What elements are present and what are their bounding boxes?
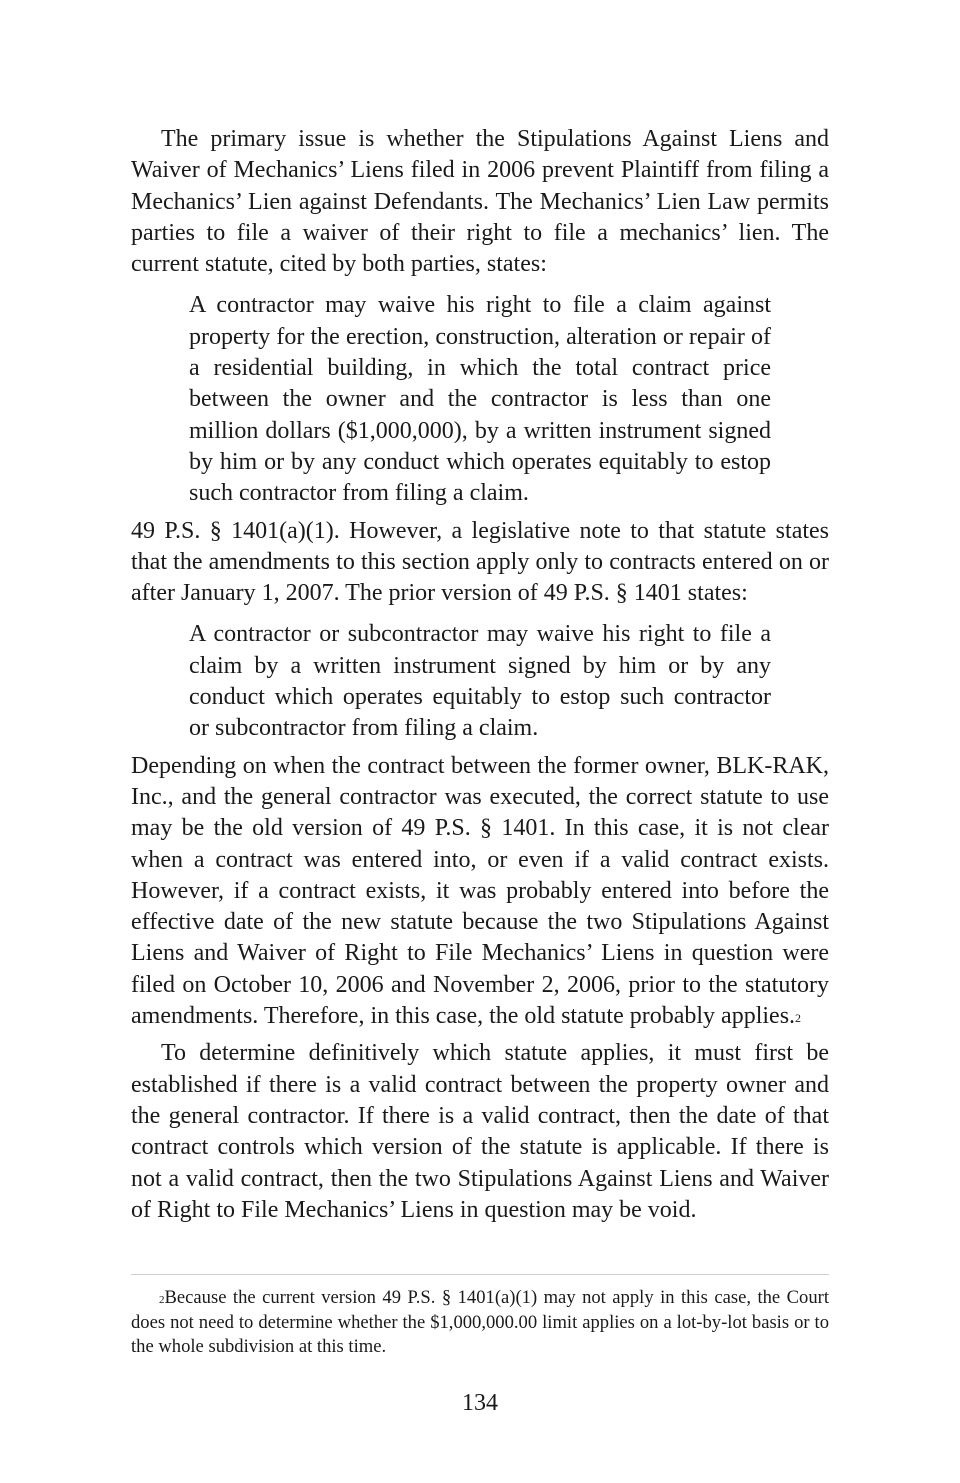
footnote: [131, 1286, 829, 1360]
paragraph-determine-statute: To determine definitively which statute applies, it must first be established if there is a valid contract between the property owner and the general contractor. If there is a valid contract, then the date of that contract controls which version of the statute is applicable. If there is not a valid contract, then the two Stipulations Against Liens and Waiver of Right to File Mechanics’ Liens in question may be void.: [131, 1040, 829, 1223]
footnote-reference: 2: [795, 1011, 802, 1026]
paragraph-contract-timing: [131, 751, 829, 1033]
footnote-divider: [131, 1274, 829, 1275]
block-quote-current-statute: A contractor may waive his right to file a claim against property for the erection, construction, alteration or repair of a residential building, in which the total contract price between the owner and the contractor is less than one million dollars ($1,000,000), by a written instrument signed by him or by any conduct which operates equitably to estop such contractor from filing a claim.: [189, 292, 771, 507]
footnote-text: Because the current version 49 P.S. § 1401(a)(1) may not apply in this case, the Court does not need to determine whether the $1,000,000.00 limit applies on a lot-by-lot basis or to the whole subdivision at this time.: [131, 1287, 829, 1357]
block-quote-prior-statute: A contractor or subcontractor may waive his right to file a claim by a written instrument signed by him or by any conduct which operates equitably to estop such contractor or subcontractor from filing a claim.: [189, 621, 771, 742]
paragraph-legislative-note: 49 P.S. § 1401(a)(1). However, a legislative note to that statute states that the amendments to this section apply only to contracts entered on or after January 1, 2007. The prior version of 49 P.S. § 1401 states:: [131, 517, 829, 607]
page-body: [131, 124, 829, 1226]
paragraph-primary-issue: The primary issue is whether the Stipulations Against Liens and Waiver of Mechanics’ Liens filed in 2006 prevent Plaintiff from filing a Mechanics’ Lien against Defendants. The Mechanics’ Lien Law permits parties to file a waiver of their right to file a mechanics’ lien. The current statute, cited by both parties, states:: [131, 126, 829, 278]
footnote-number: 2: [159, 1294, 165, 1306]
paragraph-contract-timing-text: Depending on when the contract between the former owner, BLK-RAK, Inc., and the general contractor was executed, the correct statute to use may be the old version of 49 P.S. § 1401. In this case, it is not clear when a contract was entered into, or even if a valid contract exists. However, if a contract exists, it was probably entered into before the effective date of the new statute because the two Stipulations Against Liens and Waiver of Right to File Mechanics’ Liens in question were filed on October 10, 2006 and November 2, 2006, prior to the statutory amendments. Therefore, in this case, the old statute probably applies.: [131, 752, 829, 1030]
page-number: 134: [462, 1390, 498, 1416]
